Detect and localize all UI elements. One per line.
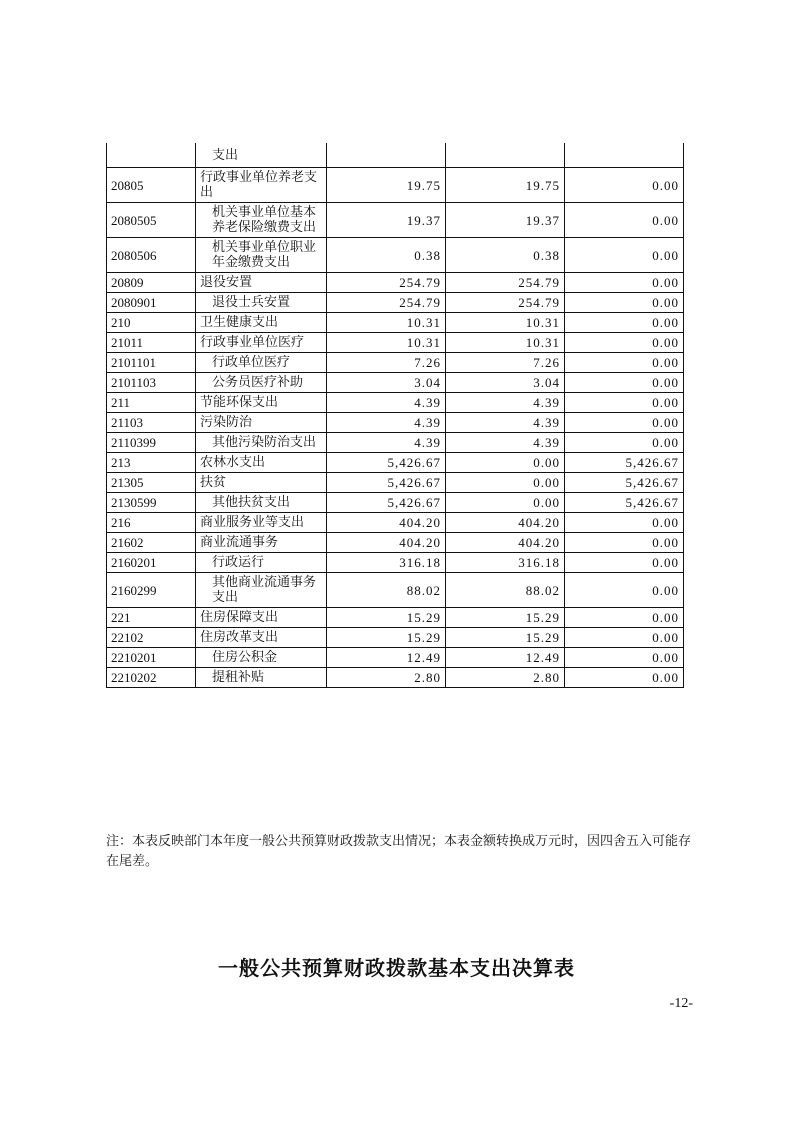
name-cell: 退役安置 bbox=[196, 273, 327, 293]
project-cell: 0.00 bbox=[565, 513, 684, 533]
table-row bbox=[107, 353, 684, 373]
total-cell: 15.29 bbox=[327, 608, 446, 628]
code-cell: 21602 bbox=[107, 533, 196, 553]
total-cell bbox=[327, 143, 446, 168]
total-cell: 19.75 bbox=[327, 168, 446, 203]
name-cell: 公务员医疗补助 bbox=[196, 373, 327, 393]
basic-cell: 88.02 bbox=[446, 573, 565, 608]
basic-cell: 254.79 bbox=[446, 293, 565, 313]
project-cell bbox=[565, 143, 684, 168]
table-row bbox=[107, 293, 684, 313]
code-cell: 21305 bbox=[107, 473, 196, 493]
code-cell: 20809 bbox=[107, 273, 196, 293]
basic-cell: 404.20 bbox=[446, 513, 565, 533]
basic-cell bbox=[446, 143, 565, 168]
table-row bbox=[107, 493, 684, 513]
name-cell: 商业流通事务 bbox=[196, 533, 327, 553]
total-cell: 10.31 bbox=[327, 333, 446, 353]
project-cell: 0.00 bbox=[565, 668, 684, 688]
project-cell: 0.00 bbox=[565, 293, 684, 313]
total-cell: 3.04 bbox=[327, 373, 446, 393]
basic-cell: 3.04 bbox=[446, 373, 565, 393]
basic-cell: 404.20 bbox=[446, 533, 565, 553]
expenditure-table bbox=[106, 143, 681, 688]
name-cell: 住房保障支出 bbox=[196, 608, 327, 628]
name-cell: 其他扶贫支出 bbox=[196, 493, 327, 513]
project-cell: 5,426.67 bbox=[565, 473, 684, 493]
code-cell: 21011 bbox=[107, 333, 196, 353]
basic-cell: 4.39 bbox=[446, 433, 565, 453]
total-cell: 5,426.67 bbox=[327, 453, 446, 473]
name-cell: 卫生健康支出 bbox=[196, 313, 327, 333]
total-cell: 4.39 bbox=[327, 413, 446, 433]
code-cell bbox=[107, 143, 196, 168]
code-cell: 2101101 bbox=[107, 353, 196, 373]
name-cell: 扶贫 bbox=[196, 473, 327, 493]
code-cell: 2080505 bbox=[107, 203, 196, 238]
name-cell: 住房公积金 bbox=[196, 648, 327, 668]
code-cell: 2101103 bbox=[107, 373, 196, 393]
code-cell: 2080901 bbox=[107, 293, 196, 313]
project-cell: 0.00 bbox=[565, 373, 684, 393]
total-cell: 0.38 bbox=[327, 238, 446, 273]
code-cell: 2080506 bbox=[107, 238, 196, 273]
name-cell: 行政运行 bbox=[196, 553, 327, 573]
table-row-continuation bbox=[107, 143, 684, 168]
name-cell: 污染防治 bbox=[196, 413, 327, 433]
table-row bbox=[107, 553, 684, 573]
code-cell: 216 bbox=[107, 513, 196, 533]
table-row bbox=[107, 313, 684, 333]
total-cell: 88.02 bbox=[327, 573, 446, 608]
table-row bbox=[107, 648, 684, 668]
code-cell: 2110399 bbox=[107, 433, 196, 453]
basic-cell: 0.38 bbox=[446, 238, 565, 273]
table-row bbox=[107, 473, 684, 493]
basic-cell: 4.39 bbox=[446, 393, 565, 413]
code-cell: 21103 bbox=[107, 413, 196, 433]
project-cell: 0.00 bbox=[565, 573, 684, 608]
project-cell: 0.00 bbox=[565, 648, 684, 668]
table-row bbox=[107, 393, 684, 413]
project-cell: 0.00 bbox=[565, 413, 684, 433]
name-cell: 提租补贴 bbox=[196, 668, 327, 688]
name-cell: 机关事业单位基本养老保险缴费支出 bbox=[196, 203, 327, 238]
basic-cell: 254.79 bbox=[446, 273, 565, 293]
page-number: -12- bbox=[669, 996, 693, 1011]
total-cell: 404.20 bbox=[327, 513, 446, 533]
project-cell: 0.00 bbox=[565, 628, 684, 648]
section-heading: 一般公共预算财政拨款基本支出决算表 bbox=[218, 956, 575, 980]
total-cell: 5,426.67 bbox=[327, 493, 446, 513]
project-cell: 0.00 bbox=[565, 533, 684, 553]
name-cell: 行政事业单位医疗 bbox=[196, 333, 327, 353]
total-cell: 316.18 bbox=[327, 553, 446, 573]
basic-cell: 19.37 bbox=[446, 203, 565, 238]
project-cell: 5,426.67 bbox=[565, 493, 684, 513]
code-cell: 221 bbox=[107, 608, 196, 628]
table-row bbox=[107, 533, 684, 553]
name-cell: 行政单位医疗 bbox=[196, 353, 327, 373]
table-row bbox=[107, 413, 684, 433]
name-cell: 其他商业流通事务支出 bbox=[196, 573, 327, 608]
name-cell: 节能环保支出 bbox=[196, 393, 327, 413]
basic-cell: 316.18 bbox=[446, 553, 565, 573]
total-cell: 254.79 bbox=[327, 273, 446, 293]
total-cell: 10.31 bbox=[327, 313, 446, 333]
table-row bbox=[107, 513, 684, 533]
project-cell: 0.00 bbox=[565, 168, 684, 203]
table-row bbox=[107, 373, 684, 393]
code-cell: 2210202 bbox=[107, 668, 196, 688]
basic-cell: 0.00 bbox=[446, 453, 565, 473]
table-row bbox=[107, 273, 684, 293]
table-row bbox=[107, 433, 684, 453]
basic-cell: 0.00 bbox=[446, 493, 565, 513]
total-cell: 404.20 bbox=[327, 533, 446, 553]
code-cell: 22102 bbox=[107, 628, 196, 648]
name-cell: 其他污染防治支出 bbox=[196, 433, 327, 453]
code-cell: 2130599 bbox=[107, 493, 196, 513]
table-row bbox=[107, 333, 684, 353]
project-cell: 0.00 bbox=[565, 313, 684, 333]
name-cell: 支出 bbox=[196, 143, 327, 168]
basic-cell: 12.49 bbox=[446, 648, 565, 668]
total-cell: 254.79 bbox=[327, 293, 446, 313]
project-cell: 0.00 bbox=[565, 353, 684, 373]
name-cell: 农林水支出 bbox=[196, 453, 327, 473]
table-row bbox=[107, 628, 684, 648]
code-cell: 210 bbox=[107, 313, 196, 333]
total-cell: 4.39 bbox=[327, 393, 446, 413]
basic-cell: 15.29 bbox=[446, 628, 565, 648]
name-cell: 行政事业单位养老支出 bbox=[196, 168, 327, 203]
project-cell: 0.00 bbox=[565, 553, 684, 573]
total-cell: 19.37 bbox=[327, 203, 446, 238]
code-cell: 213 bbox=[107, 453, 196, 473]
code-cell: 211 bbox=[107, 393, 196, 413]
name-cell: 住房改革支出 bbox=[196, 628, 327, 648]
basic-cell: 10.31 bbox=[446, 313, 565, 333]
basic-cell: 19.75 bbox=[446, 168, 565, 203]
project-cell: 0.00 bbox=[565, 393, 684, 413]
basic-cell: 0.00 bbox=[446, 473, 565, 493]
name-cell: 退役士兵安置 bbox=[196, 293, 327, 313]
basic-cell: 2.80 bbox=[446, 668, 565, 688]
basic-cell: 15.29 bbox=[446, 608, 565, 628]
total-cell: 7.26 bbox=[327, 353, 446, 373]
total-cell: 4.39 bbox=[327, 433, 446, 453]
name-cell: 机关事业单位职业年金缴费支出 bbox=[196, 238, 327, 273]
code-cell: 2160299 bbox=[107, 573, 196, 608]
basic-cell: 4.39 bbox=[446, 413, 565, 433]
total-cell: 5,426.67 bbox=[327, 473, 446, 493]
table-row bbox=[107, 238, 684, 273]
table-row bbox=[107, 168, 684, 203]
table-footnote: 注：本表反映部门本年度一般公共预算财政拨款支出情况；本表金额转换成万元时，因四舍五入可能存在尾差。 bbox=[106, 834, 692, 869]
table-row bbox=[107, 668, 684, 688]
table-row bbox=[107, 203, 684, 238]
code-cell: 20805 bbox=[107, 168, 196, 203]
total-cell: 2.80 bbox=[327, 668, 446, 688]
project-cell: 0.00 bbox=[565, 433, 684, 453]
table-row bbox=[107, 608, 684, 628]
project-cell: 0.00 bbox=[565, 333, 684, 353]
project-cell: 0.00 bbox=[565, 203, 684, 238]
code-cell: 2210201 bbox=[107, 648, 196, 668]
table-row bbox=[107, 453, 684, 473]
project-cell: 0.00 bbox=[565, 608, 684, 628]
basic-cell: 7.26 bbox=[446, 353, 565, 373]
total-cell: 12.49 bbox=[327, 648, 446, 668]
basic-cell: 10.31 bbox=[446, 333, 565, 353]
project-cell: 5,426.67 bbox=[565, 453, 684, 473]
name-cell: 商业服务业等支出 bbox=[196, 513, 327, 533]
total-cell: 15.29 bbox=[327, 628, 446, 648]
project-cell: 0.00 bbox=[565, 273, 684, 293]
project-cell: 0.00 bbox=[565, 238, 684, 273]
code-cell: 2160201 bbox=[107, 553, 196, 573]
table-row bbox=[107, 573, 684, 608]
